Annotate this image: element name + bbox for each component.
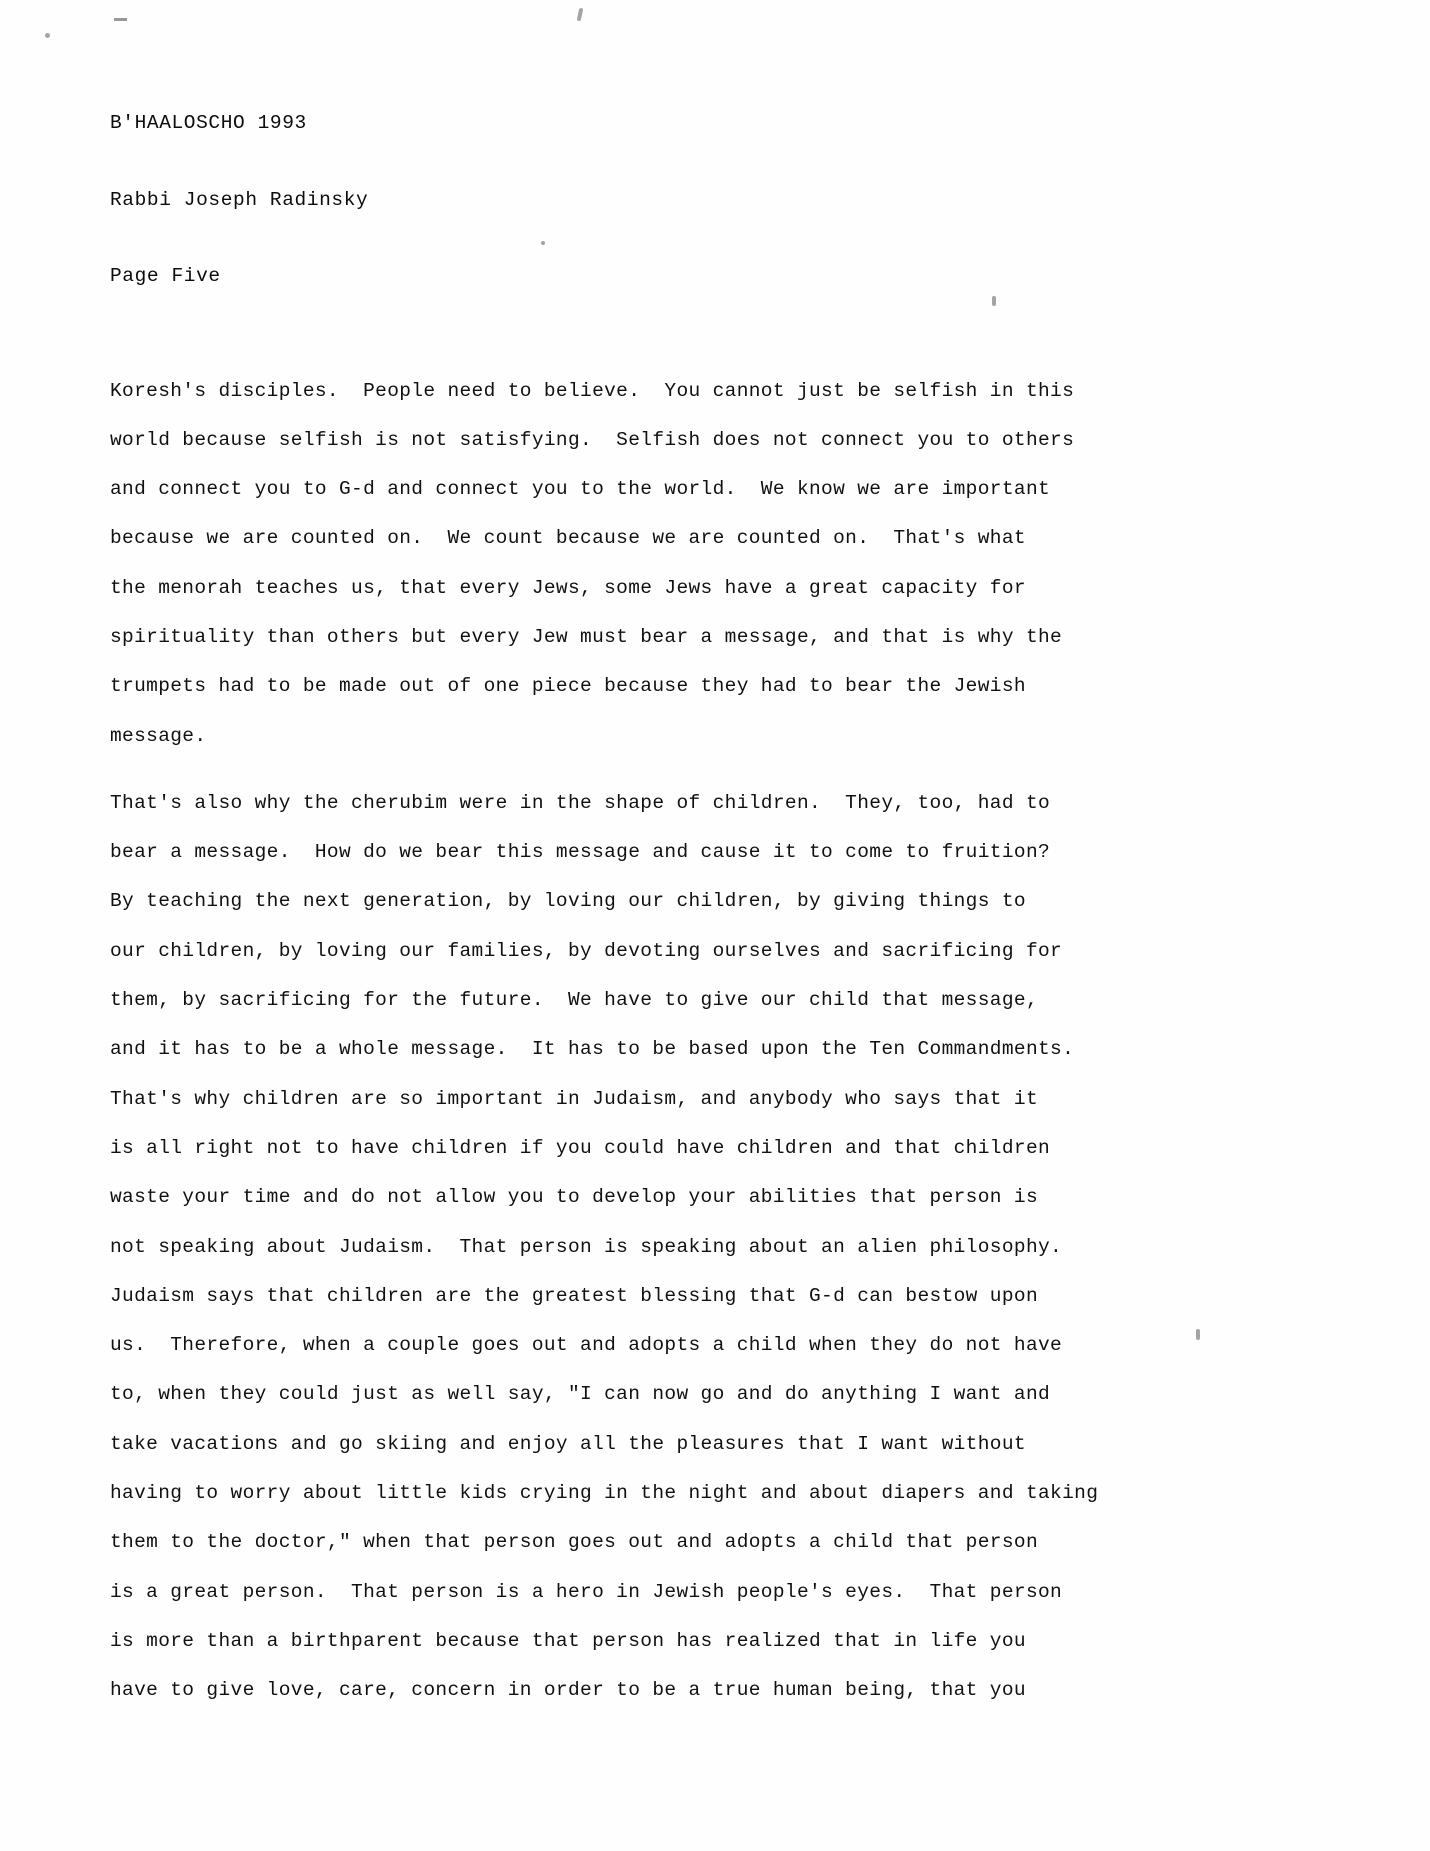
document-header (110, 60, 1070, 341)
text-line: them to the doctor," when that person goes out and adopts a child that person (110, 1531, 1038, 1554)
text-line: Koresh's disciples. People need to believe. You cannot just be selfish in this (110, 379, 1075, 402)
text-line: our children, by loving our families, by devoting ourselves and sacrificing for (110, 939, 1063, 962)
text-line: spirituality than others but every Jew must bear a message, and that is why the (110, 625, 1063, 648)
text-line: having to worry about little kids crying in the night and about diapers and taking (110, 1482, 1099, 1505)
text-line: us. Therefore, when a couple goes out and adopts a child when they do not have (110, 1334, 1063, 1357)
text-line: bear a message. How do we bear this message and cause it to come to fruition? (110, 841, 1051, 864)
text-line: to, when they could just as well say, "I can now go and do anything I want and (110, 1383, 1051, 1406)
page-content (110, 60, 1099, 1716)
text-line: take vacations and go skiing and enjoy all the pleasures that I want without (110, 1432, 1026, 1455)
text-line: message. (110, 724, 207, 747)
header-page-number: Page Five (110, 265, 221, 287)
scan-speck (577, 8, 584, 22)
text-line: and connect you to G-d and connect you to the world. We know we are important (110, 478, 1051, 501)
text-line: world because selfish is not satisfying. Selfish does not connect you to others (110, 428, 1075, 451)
text-line: have to give love, care, concern in order to be a true human being, that you (110, 1679, 1026, 1702)
body-paragraph (110, 367, 1075, 761)
text-line: Judaism says that children are the greatest blessing that G-d can bestow upon (110, 1284, 1038, 1307)
text-line: and it has to be a whole message. It has to be based upon the Ten Commandments. (110, 1038, 1075, 1061)
stray-dash-mark (114, 18, 127, 21)
text-line: That's why children are so important in Judaism, and anybody who says that it (110, 1087, 1038, 1110)
text-line: because we are counted on. We count because we are counted on. That's what (110, 527, 1026, 550)
body-paragraph (110, 779, 1099, 1716)
text-line: is more than a birthparent because that person has realized that in life you (110, 1629, 1026, 1652)
text-line: is a great person. That person is a hero in Jewish people's eyes. That person (110, 1580, 1063, 1603)
text-line: That's also why the cherubim were in the shape of children. They, too, had to (110, 791, 1051, 814)
text-line: By teaching the next generation, by loving our children, by giving things to (110, 890, 1026, 913)
text-line: waste your time and do not allow you to develop your abilities that person is (110, 1186, 1038, 1209)
text-line: is all right not to have children if you could have children and that children (110, 1136, 1051, 1159)
scan-speck (1196, 1329, 1200, 1340)
text-line: not speaking about Judaism. That person is speaking about an alien philosophy. (110, 1235, 1063, 1258)
header-title: B'HAALOSCHO 1993 (110, 112, 307, 134)
scan-speck (45, 33, 50, 38)
header-author: Rabbi Joseph Radinsky (110, 188, 369, 211)
text-line: them, by sacrificing for the future. We have to give our child that message, (110, 989, 1038, 1012)
text-line: trumpets had to be made out of one piece because they had to bear the Jewish (110, 675, 1026, 698)
text-line: the menorah teaches us, that every Jews, some Jews have a great capacity for (110, 576, 1026, 599)
